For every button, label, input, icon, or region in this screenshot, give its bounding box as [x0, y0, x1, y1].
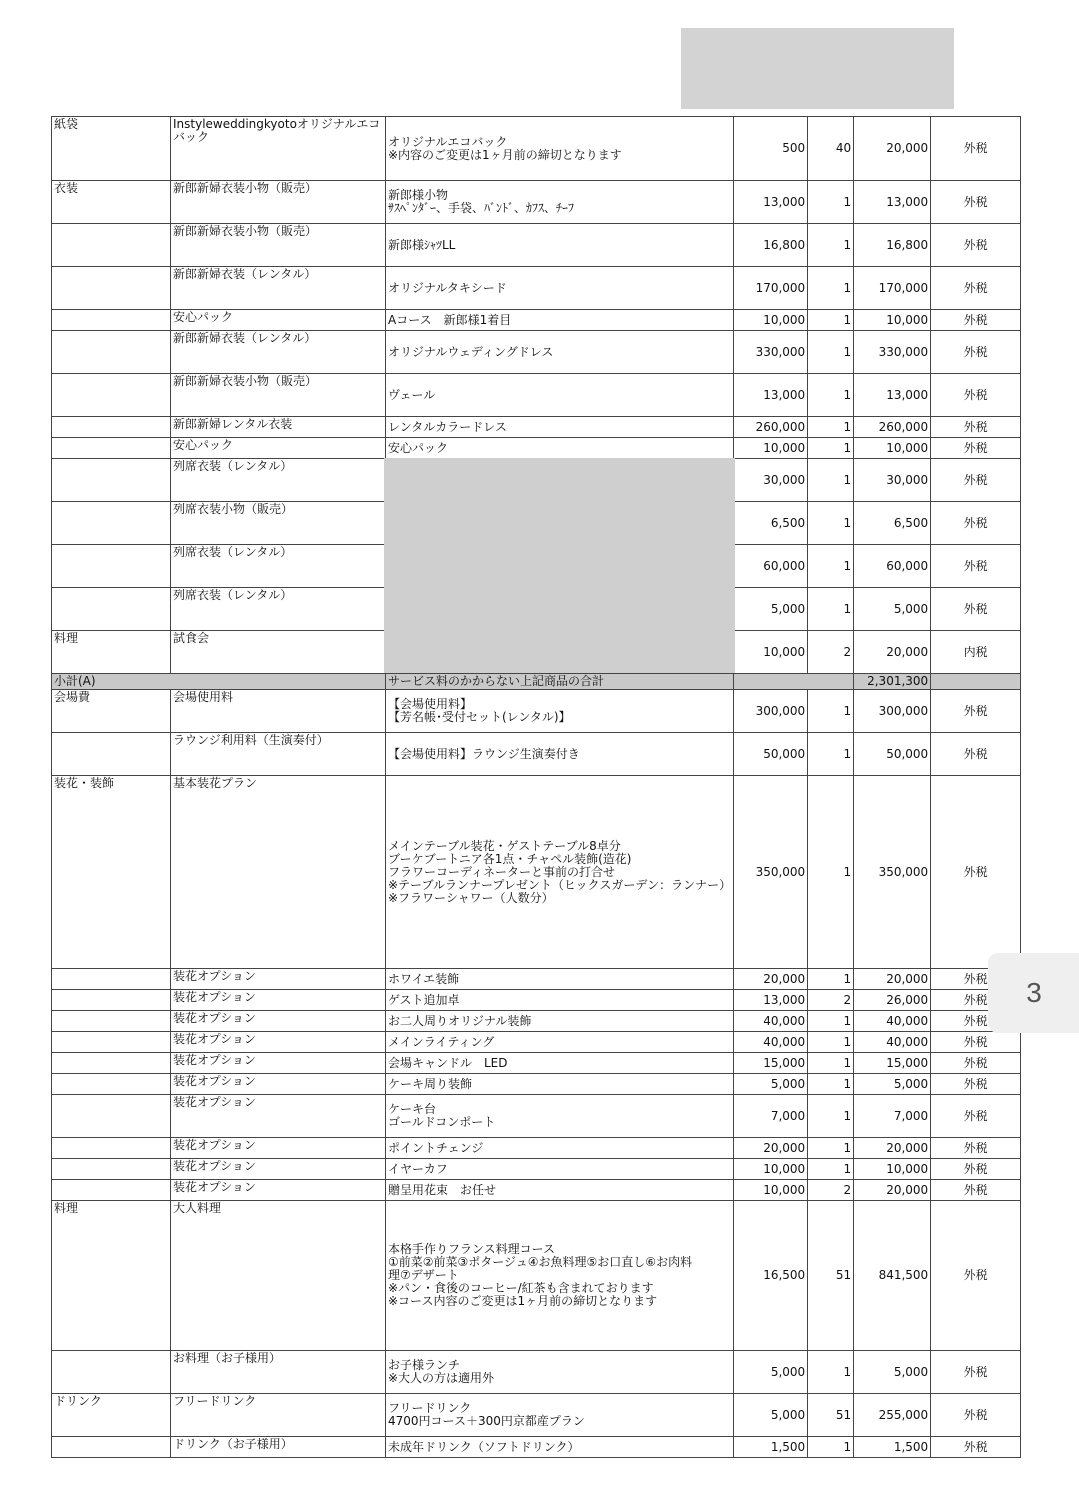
redacted-header-block — [681, 28, 954, 109]
quantity-cell: 2 — [808, 990, 854, 1011]
description-cell — [386, 1032, 734, 1053]
category-cell: 料理 — [52, 631, 171, 674]
description-line: オリジナルウェディングドレス — [388, 344, 554, 359]
subtotal-spacer — [734, 674, 854, 690]
category-cell — [52, 1011, 171, 1032]
table-row — [52, 1159, 1021, 1180]
quantity-cell: 1 — [808, 776, 854, 969]
description-cell — [386, 1201, 734, 1351]
table-row — [52, 438, 1021, 459]
description-cell — [386, 1394, 734, 1437]
category-cell — [52, 1032, 171, 1053]
table-row — [52, 1437, 1021, 1458]
category-cell — [52, 1180, 171, 1201]
quantity-cell: 1 — [808, 1138, 854, 1159]
table-row — [52, 990, 1021, 1011]
amount-cell: 16,800 — [854, 224, 931, 267]
description-line: ブーケブートニア各1点・チャペル装飾(造花) — [388, 851, 632, 866]
item-name-cell: 新郎新婦衣装小物（販売） — [171, 224, 386, 267]
amount-cell: 5,000 — [854, 588, 931, 631]
unit-price-cell: 16,500 — [734, 1201, 808, 1351]
tax-type-cell: 外税 — [931, 117, 1021, 181]
quantity-cell: 1 — [808, 267, 854, 310]
item-name-cell: お料理（お子様用） — [171, 1351, 386, 1394]
tax-type-cell: 外税 — [931, 331, 1021, 374]
table-row — [52, 1394, 1021, 1437]
description-line: オリジナルエコバック — [388, 134, 508, 149]
quantity-cell: 1 — [808, 438, 854, 459]
item-name-cell: 試食会 — [171, 631, 386, 674]
item-name-cell: 装花オプション — [171, 1011, 386, 1032]
amount-cell: 330,000 — [854, 331, 931, 374]
category-cell — [52, 1053, 171, 1074]
category-cell — [52, 1159, 171, 1180]
unit-price-cell: 40,000 — [734, 1032, 808, 1053]
description-line: メインテーブル装花・ゲストテーブル8卓分 — [388, 838, 621, 853]
quantity-cell: 1 — [808, 224, 854, 267]
quantity-cell: 1 — [808, 502, 854, 545]
quantity-cell: 1 — [808, 1437, 854, 1458]
tax-type-cell: 外税 — [931, 1011, 1021, 1032]
item-name-cell: ラウンジ利用料（生演奏付） — [171, 733, 386, 776]
amount-cell: 6,500 — [854, 502, 931, 545]
tax-type-cell: 外税 — [931, 545, 1021, 588]
category-cell: 会場費 — [52, 690, 171, 733]
description-line: レンタルカラードレス — [388, 419, 507, 434]
description-cell — [386, 1138, 734, 1159]
unit-price-cell: 20,000 — [734, 1138, 808, 1159]
amount-cell: 10,000 — [854, 310, 931, 331]
amount-cell: 841,500 — [854, 1201, 931, 1351]
description-line: 会場キャンドル LED — [388, 1055, 508, 1070]
item-name-cell: 列席衣装（レンタル） — [171, 459, 386, 502]
table-row — [52, 1032, 1021, 1053]
category-cell: 料理 — [52, 1201, 171, 1351]
tax-type-cell: 外税 — [931, 1437, 1021, 1458]
subtotal-amount: 2,301,300 — [854, 674, 931, 690]
description-cell — [386, 1095, 734, 1138]
category-cell: 装花・装飾 — [52, 776, 171, 969]
description-line: ※大人の方は適用外 — [388, 1371, 495, 1385]
tax-type-cell: 外税 — [931, 588, 1021, 631]
amount-cell: 260,000 — [854, 417, 931, 438]
tax-type-cell: 外税 — [931, 733, 1021, 776]
table-row — [52, 1138, 1021, 1159]
category-cell: 衣装 — [52, 181, 171, 224]
description-cell — [386, 990, 734, 1011]
tax-type-cell: 外税 — [931, 1351, 1021, 1394]
description-line: ゲスト追加卓 — [388, 992, 460, 1007]
table-row — [52, 969, 1021, 990]
unit-price-cell: 10,000 — [734, 438, 808, 459]
amount-cell: 10,000 — [854, 438, 931, 459]
category-cell — [52, 459, 171, 502]
description-cell — [386, 438, 734, 459]
description-line: 未成年ドリンク（ソフトドリンク） — [388, 1439, 580, 1454]
table-row — [52, 181, 1021, 224]
category-cell — [52, 417, 171, 438]
description-line: 【会場使用料】ラウンジ生演奏付き — [388, 746, 580, 761]
description-cell — [386, 1011, 734, 1032]
description-line: ※パン・食後のコーヒー/紅茶も含まれております — [388, 1281, 654, 1295]
item-name-cell: 会場使用料 — [171, 690, 386, 733]
category-cell — [52, 502, 171, 545]
description-line: ｻｽﾍﾟﾝﾀﾞｰ、手袋、ﾊﾞﾝﾄﾞ、ｶﾌｽ、ﾁｰﾌ — [388, 201, 575, 215]
description-line: ゴールドコンポート — [388, 1115, 496, 1129]
estimate-table — [51, 116, 1021, 1458]
quantity-cell: 1 — [808, 310, 854, 331]
estimate-table-body — [52, 117, 1021, 1458]
category-cell — [52, 310, 171, 331]
description-line: Aコース 新郎様1着目 — [388, 312, 512, 327]
unit-price-cell: 10,000 — [734, 1180, 808, 1201]
category-cell — [52, 374, 171, 417]
description-cell — [386, 310, 734, 331]
description-cell — [386, 1437, 734, 1458]
subtotal-label: 小計(A) — [52, 674, 386, 690]
item-name-cell: 装花オプション — [171, 1159, 386, 1180]
redacted-description-block — [384, 458, 735, 673]
unit-price-cell: 300,000 — [734, 690, 808, 733]
amount-cell: 20,000 — [854, 969, 931, 990]
description-line: ※コース内容のご変更は1ヶ月前の締切となります — [388, 1294, 658, 1308]
amount-cell: 13,000 — [854, 374, 931, 417]
description-cell — [386, 117, 734, 181]
unit-price-cell: 40,000 — [734, 1011, 808, 1032]
category-cell: ドリンク — [52, 1394, 171, 1437]
table-row — [52, 331, 1021, 374]
description-cell — [386, 1053, 734, 1074]
table-row — [52, 1180, 1021, 1201]
quantity-cell: 1 — [808, 417, 854, 438]
quantity-cell: 1 — [808, 1159, 854, 1180]
tax-type-cell: 外税 — [931, 181, 1021, 224]
category-cell — [52, 990, 171, 1011]
description-line: 贈呈用花束 お任せ — [388, 1182, 497, 1197]
category-cell — [52, 545, 171, 588]
quantity-cell: 1 — [808, 545, 854, 588]
quantity-cell: 1 — [808, 331, 854, 374]
subtotal-row — [52, 674, 1021, 690]
quantity-cell: 1 — [808, 969, 854, 990]
item-name-cell: ドリンク（お子様用） — [171, 1437, 386, 1458]
amount-cell: 255,000 — [854, 1394, 931, 1437]
category-cell — [52, 438, 171, 459]
table-row — [52, 690, 1021, 733]
table-row — [52, 1351, 1021, 1394]
description-cell — [386, 417, 734, 438]
description-line: ポイントチェンジ — [388, 1140, 484, 1155]
category-cell — [52, 1095, 171, 1138]
quantity-cell: 1 — [808, 733, 854, 776]
tax-type-cell: 外税 — [931, 438, 1021, 459]
table-row — [52, 224, 1021, 267]
description-line: 理⑦デザート — [388, 1268, 459, 1282]
item-name-cell: Instyleweddingkyotoオリジナルエコバック — [171, 117, 386, 181]
quantity-cell: 51 — [808, 1201, 854, 1351]
description-cell — [386, 1180, 734, 1201]
category-cell — [52, 1138, 171, 1159]
description-line: フリードリンク — [388, 1401, 472, 1415]
item-name-cell: 装花オプション — [171, 1095, 386, 1138]
category-cell — [52, 331, 171, 374]
item-name-cell: フリードリンク — [171, 1394, 386, 1437]
unit-price-cell: 350,000 — [734, 776, 808, 969]
quantity-cell: 40 — [808, 117, 854, 181]
unit-price-cell: 20,000 — [734, 969, 808, 990]
amount-cell: 300,000 — [854, 690, 931, 733]
tax-type-cell: 外税 — [931, 1074, 1021, 1095]
tax-type-cell: 外税 — [931, 690, 1021, 733]
amount-cell: 13,000 — [854, 181, 931, 224]
category-cell — [52, 1074, 171, 1095]
amount-cell: 40,000 — [854, 1011, 931, 1032]
amount-cell: 20,000 — [854, 631, 931, 674]
amount-cell: 40,000 — [854, 1032, 931, 1053]
unit-price-cell: 30,000 — [734, 459, 808, 502]
amount-cell: 7,000 — [854, 1095, 931, 1138]
description-cell — [386, 1159, 734, 1180]
description-line: オリジナルタキシード — [388, 280, 507, 295]
item-name-cell: 安心パック — [171, 310, 386, 331]
subtotal-tax-spacer — [931, 674, 1021, 690]
category-cell — [52, 224, 171, 267]
amount-cell: 5,000 — [854, 1351, 931, 1394]
tax-type-cell: 外税 — [931, 1201, 1021, 1351]
unit-price-cell: 7,000 — [734, 1095, 808, 1138]
description-line: ヴェール — [388, 387, 436, 402]
category-cell: 紙袋 — [52, 117, 171, 181]
unit-price-cell: 500 — [734, 117, 808, 181]
tax-type-cell: 外税 — [931, 990, 1021, 1011]
category-cell — [52, 588, 171, 631]
description-line: 新郎様ｼｬﾂLL — [388, 237, 456, 252]
item-name-cell: 新郎新婦衣装小物（販売） — [171, 181, 386, 224]
subtotal-note: サービス料のかからない上記商品の合計 — [386, 674, 734, 690]
amount-cell: 170,000 — [854, 267, 931, 310]
description-cell — [386, 776, 734, 969]
item-name-cell: 新郎新婦衣装（レンタル） — [171, 331, 386, 374]
tax-type-cell: 外税 — [931, 1032, 1021, 1053]
description-line: フラワーコーディネーターと事前の打合せ — [388, 864, 616, 879]
tax-type-cell: 外税 — [931, 267, 1021, 310]
unit-price-cell: 50,000 — [734, 733, 808, 776]
table-row — [52, 1053, 1021, 1074]
description-line: お子様ランチ — [388, 1358, 461, 1372]
item-name-cell: 安心パック — [171, 438, 386, 459]
tax-type-cell: 外税 — [931, 374, 1021, 417]
amount-cell: 50,000 — [854, 733, 931, 776]
tax-type-cell: 外税 — [931, 1159, 1021, 1180]
table-row — [52, 776, 1021, 969]
amount-cell: 30,000 — [854, 459, 931, 502]
description-line: 本格手作りフランス料理コース — [388, 1242, 556, 1256]
quantity-cell: 1 — [808, 690, 854, 733]
amount-cell: 1,500 — [854, 1437, 931, 1458]
table-row — [52, 310, 1021, 331]
category-cell — [52, 267, 171, 310]
tax-type-cell: 外税 — [931, 1095, 1021, 1138]
description-line: 4700円コース＋300円京都産プラン — [388, 1414, 585, 1428]
category-cell — [52, 1437, 171, 1458]
item-name-cell: 基本装花プラン — [171, 776, 386, 969]
quantity-cell: 1 — [808, 1053, 854, 1074]
amount-cell: 20,000 — [854, 117, 931, 181]
unit-price-cell: 6,500 — [734, 502, 808, 545]
tax-type-cell: 外税 — [931, 1053, 1021, 1074]
category-cell — [52, 733, 171, 776]
table-row — [52, 1201, 1021, 1351]
item-name-cell: 装花オプション — [171, 1138, 386, 1159]
category-cell — [52, 1351, 171, 1394]
unit-price-cell: 10,000 — [734, 1159, 808, 1180]
description-cell — [386, 733, 734, 776]
description-cell — [386, 969, 734, 990]
description-cell — [386, 1074, 734, 1095]
item-name-cell: 装花オプション — [171, 1032, 386, 1053]
unit-price-cell: 5,000 — [734, 1074, 808, 1095]
amount-cell: 350,000 — [854, 776, 931, 969]
description-line: ※テーブルランナープレゼント（ヒックスガーデン：ランナー） — [388, 877, 732, 892]
tax-type-cell: 外税 — [931, 1138, 1021, 1159]
table-row — [52, 267, 1021, 310]
item-name-cell: 新郎新婦レンタル衣装 — [171, 417, 386, 438]
description-line: メインライティング — [388, 1034, 495, 1049]
description-line: 安心パック — [388, 440, 449, 455]
unit-price-cell: 15,000 — [734, 1053, 808, 1074]
item-name-cell: 装花オプション — [171, 969, 386, 990]
unit-price-cell: 10,000 — [734, 310, 808, 331]
item-name-cell: 装花オプション — [171, 1180, 386, 1201]
unit-price-cell: 16,800 — [734, 224, 808, 267]
page-number-badge: 3 — [988, 953, 1079, 1033]
quantity-cell: 1 — [808, 1095, 854, 1138]
quantity-cell: 1 — [808, 1074, 854, 1095]
amount-cell: 20,000 — [854, 1180, 931, 1201]
unit-price-cell: 5,000 — [734, 1394, 808, 1437]
item-name-cell: 大人料理 — [171, 1201, 386, 1351]
tax-type-cell: 外税 — [931, 417, 1021, 438]
tax-type-cell: 外税 — [931, 310, 1021, 331]
quantity-cell: 2 — [808, 1180, 854, 1201]
description-cell — [386, 181, 734, 224]
unit-price-cell: 10,000 — [734, 631, 808, 674]
amount-cell: 10,000 — [854, 1159, 931, 1180]
description-line: ※フラワーシャワー（人数分） — [388, 890, 554, 905]
unit-price-cell: 60,000 — [734, 545, 808, 588]
description-cell — [386, 690, 734, 733]
description-line: ※内容のご変更は1ヶ月前の締切となります — [388, 147, 622, 162]
category-cell — [52, 969, 171, 990]
item-name-cell: 装花オプション — [171, 1053, 386, 1074]
item-name-cell: 装花オプション — [171, 1074, 386, 1095]
description-cell — [386, 331, 734, 374]
unit-price-cell: 260,000 — [734, 417, 808, 438]
description-line: 新郎様小物 — [388, 188, 449, 202]
unit-price-cell: 13,000 — [734, 181, 808, 224]
item-name-cell: 装花オプション — [171, 990, 386, 1011]
tax-type-cell: 外税 — [931, 502, 1021, 545]
table-row — [52, 117, 1021, 181]
tax-type-cell: 外税 — [931, 224, 1021, 267]
description-line: ①前菜②前菜③ポタージュ④お魚料理⑤お口直し⑥お肉料 — [388, 1255, 693, 1269]
quantity-cell: 1 — [808, 1032, 854, 1053]
tax-type-cell: 外税 — [931, 1180, 1021, 1201]
table-row — [52, 1074, 1021, 1095]
item-name-cell: 新郎新婦衣装小物（販売） — [171, 374, 386, 417]
description-line: ホワイエ装飾 — [388, 971, 460, 986]
item-name-cell: 列席衣装小物（販売） — [171, 502, 386, 545]
tax-type-cell: 外税 — [931, 1394, 1021, 1437]
description-cell — [386, 224, 734, 267]
amount-cell: 26,000 — [854, 990, 931, 1011]
item-name-cell: 列席衣装（レンタル） — [171, 545, 386, 588]
table-row — [52, 374, 1021, 417]
item-name-cell: 新郎新婦衣装（レンタル） — [171, 267, 386, 310]
amount-cell: 5,000 — [854, 1074, 931, 1095]
unit-price-cell: 5,000 — [734, 1351, 808, 1394]
description-cell — [386, 267, 734, 310]
table-row — [52, 1095, 1021, 1138]
description-line: 【芳名帳･受付セット(レンタル)】 — [388, 710, 571, 724]
quantity-cell: 1 — [808, 181, 854, 224]
table-row — [52, 733, 1021, 776]
amount-cell: 60,000 — [854, 545, 931, 588]
description-cell — [386, 1351, 734, 1394]
unit-price-cell: 1,500 — [734, 1437, 808, 1458]
quantity-cell: 1 — [808, 588, 854, 631]
description-line: ケーキ台 — [388, 1102, 437, 1116]
description-line: イヤーカフ — [388, 1161, 448, 1176]
tax-type-cell: 外税 — [931, 459, 1021, 502]
item-name-cell: 列席衣装（レンタル） — [171, 588, 386, 631]
quantity-cell: 1 — [808, 1351, 854, 1394]
tax-type-cell: 外税 — [931, 776, 1021, 969]
quantity-cell: 2 — [808, 631, 854, 674]
unit-price-cell: 13,000 — [734, 374, 808, 417]
unit-price-cell: 170,000 — [734, 267, 808, 310]
tax-type-cell: 外税 — [931, 969, 1021, 990]
unit-price-cell: 330,000 — [734, 331, 808, 374]
description-line: お二人周りオリジナル装飾 — [388, 1013, 532, 1028]
description-line: ケーキ周り装飾 — [388, 1076, 473, 1091]
quantity-cell: 1 — [808, 1011, 854, 1032]
description-cell — [386, 374, 734, 417]
tax-type-cell: 内税 — [931, 631, 1021, 674]
amount-cell: 20,000 — [854, 1138, 931, 1159]
quantity-cell: 51 — [808, 1394, 854, 1437]
unit-price-cell: 5,000 — [734, 588, 808, 631]
table-row — [52, 1011, 1021, 1032]
quantity-cell: 1 — [808, 374, 854, 417]
quantity-cell: 1 — [808, 459, 854, 502]
unit-price-cell: 13,000 — [734, 990, 808, 1011]
description-line: 【会場使用料】 — [388, 697, 473, 711]
table-row — [52, 417, 1021, 438]
amount-cell: 15,000 — [854, 1053, 931, 1074]
